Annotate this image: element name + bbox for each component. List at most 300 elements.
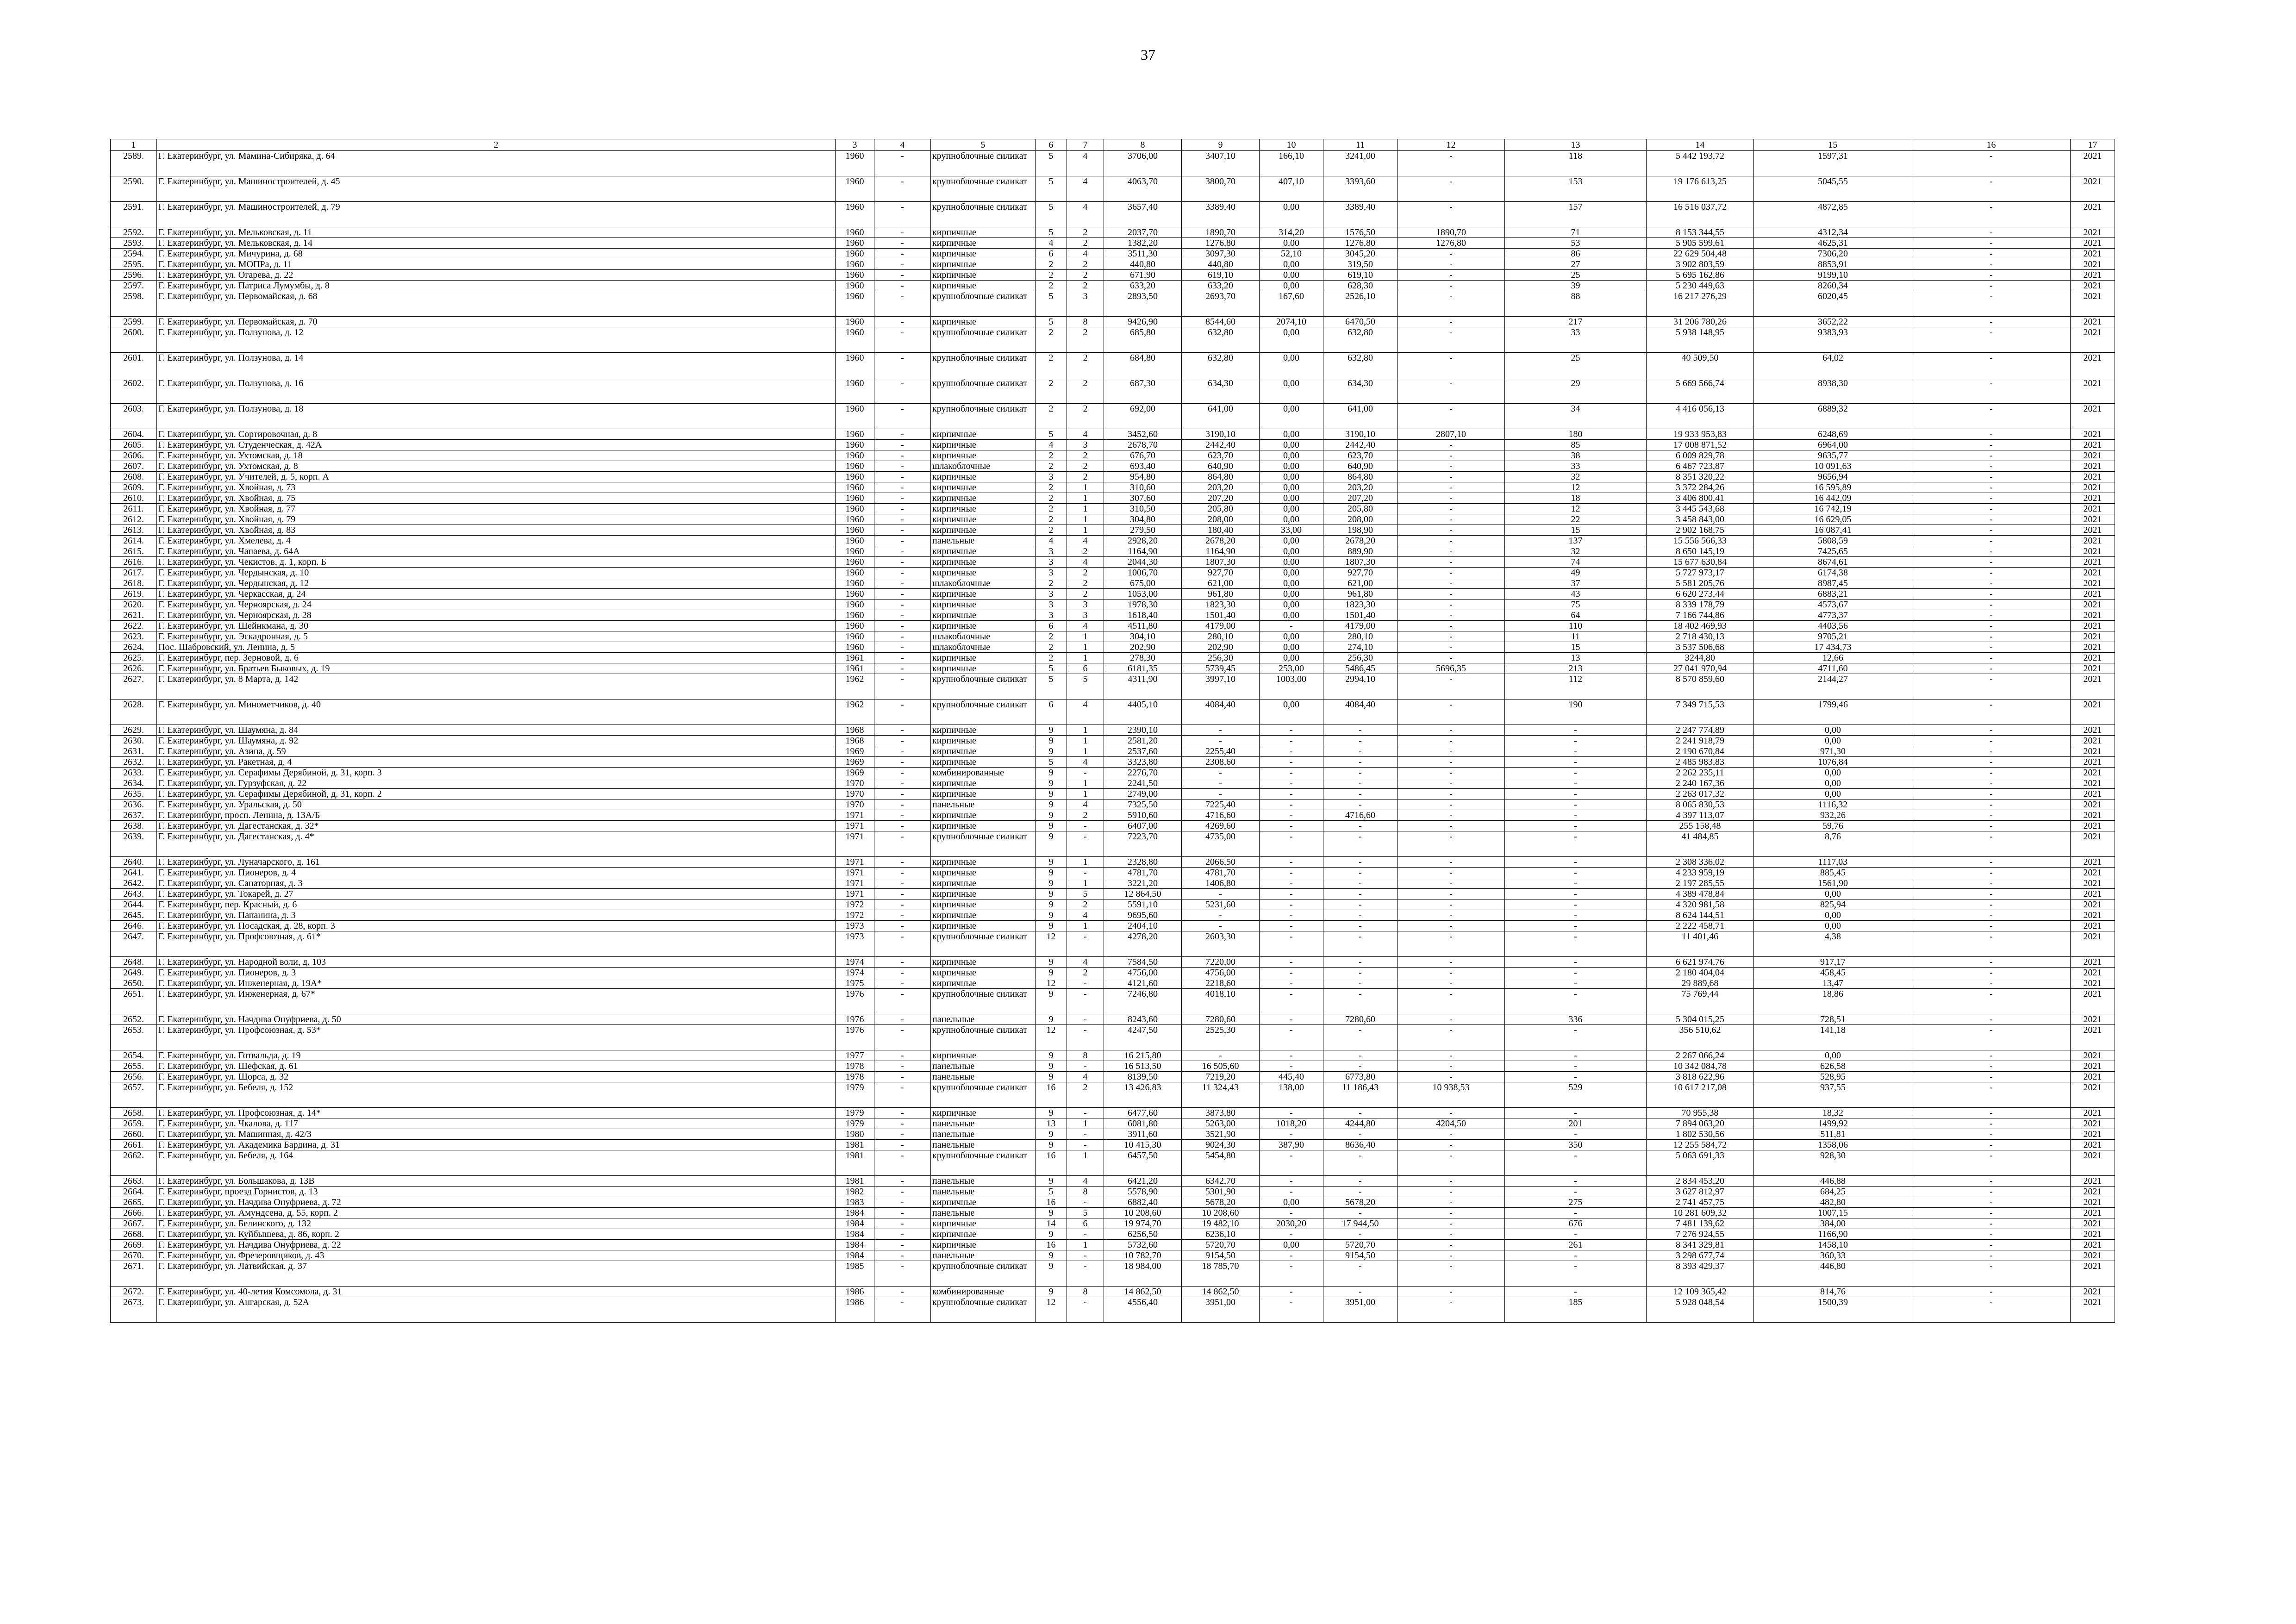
cell-col-4: -	[874, 899, 931, 910]
cell-row-number: 2602.	[111, 378, 157, 404]
cell-floors: 3	[1036, 557, 1067, 568]
cell-area-11: 927,70	[1323, 568, 1398, 578]
cell-total-area: 633,20	[1104, 281, 1182, 291]
table-row	[111, 736, 2115, 746]
cell-living-area: -	[1182, 736, 1260, 746]
cell-build-year: 1975	[836, 978, 874, 989]
cell-planned-year: 2021	[2071, 989, 2115, 1014]
cell-nonliving-area: 0,00	[1260, 493, 1323, 504]
cell-living-area: 3873,80	[1182, 1108, 1260, 1118]
cell-entrances: -	[1067, 1108, 1104, 1118]
cell-residents: -	[1505, 1072, 1647, 1082]
cell-col-4: -	[874, 757, 931, 768]
cell-cost-per-m2: 0,00	[1754, 921, 1912, 931]
cell-total-area: 687,30	[1104, 378, 1182, 404]
cell-nonliving-area: -	[1260, 889, 1323, 899]
cell-col-16: -	[1912, 1176, 2071, 1187]
cell-total-area: 5910,60	[1104, 810, 1182, 821]
cell-address: Г. Екатеринбург, ул. Санаторная, д. 3	[157, 878, 836, 889]
cell-floors: 9	[1036, 1050, 1067, 1061]
cell-build-year: 1979	[836, 1108, 874, 1118]
cell-address: Г. Екатеринбург, просп. Ленина, д. 13А/Б	[157, 810, 836, 821]
cell-planned-year: 2021	[2071, 1261, 2115, 1287]
cell-col-4: -	[874, 1297, 931, 1323]
cell-cost-total: 1 802 530,56	[1647, 1129, 1754, 1140]
cell-wall-material: шлакоблочные	[931, 578, 1036, 589]
cell-row-number: 2622.	[111, 621, 157, 631]
cell-address: Г. Екатеринбург, ул. Профсоюзная, д. 53*	[157, 1025, 836, 1050]
cell-area-11: -	[1323, 1025, 1398, 1050]
cell-residents: 185	[1505, 1297, 1647, 1323]
cell-residents: -	[1505, 1229, 1647, 1240]
cell-col-16: -	[1912, 514, 2071, 525]
cell-row-number: 2612.	[111, 514, 157, 525]
cell-entrances: -	[1067, 831, 1104, 857]
cell-address: Г. Екатеринбург, ул. Ракетная, д. 4	[157, 757, 836, 768]
cell-address: Г. Екатеринбург, ул. Дагестанская, д. 32*	[157, 821, 836, 831]
cell-col-4: -	[874, 642, 931, 653]
cell-row-number: 2673.	[111, 1297, 157, 1323]
cell-floors: 2	[1036, 631, 1067, 642]
cell-floors: 3	[1036, 600, 1067, 610]
cell-planned-year: 2021	[2071, 642, 2115, 653]
cell-entrances: -	[1067, 978, 1104, 989]
cell-residents: 74	[1505, 557, 1647, 568]
cell-entrances: 4	[1067, 202, 1104, 227]
cell-entrances: 2	[1067, 472, 1104, 482]
cell-living-area: 1276,80	[1182, 238, 1260, 249]
cell-address: Г. Екатеринбург, ул. Бебеля, д. 164	[157, 1150, 836, 1176]
cell-cost-per-m2: 4403,56	[1754, 621, 1912, 631]
table-row	[111, 642, 2115, 653]
cell-row-number: 2595.	[111, 259, 157, 270]
cell-area-12: -	[1398, 578, 1505, 589]
cell-wall-material: кирпичные	[931, 778, 1036, 789]
cell-entrances: 1	[1067, 1118, 1104, 1129]
cell-build-year: 1972	[836, 910, 874, 921]
cell-col-4: -	[874, 768, 931, 778]
cell-address: Г. Екатеринбург, ул. Мичурина, д. 68	[157, 249, 836, 259]
cell-wall-material: панельные	[931, 1208, 1036, 1218]
cell-row-number: 2592.	[111, 227, 157, 238]
cell-build-year: 1960	[836, 621, 874, 631]
cell-entrances: 1	[1067, 1240, 1104, 1250]
column-number-row	[111, 139, 2115, 151]
cell-planned-year: 2021	[2071, 1014, 2115, 1025]
cell-nonliving-area: -	[1260, 931, 1323, 957]
cell-cost-per-m2: 6883,21	[1754, 589, 1912, 600]
cell-living-area: -	[1182, 725, 1260, 736]
cell-row-number: 2641.	[111, 868, 157, 878]
cell-nonliving-area: 0,00	[1260, 504, 1323, 514]
cell-entrances: 2	[1067, 327, 1104, 353]
cell-cost-per-m2: 8987,45	[1754, 578, 1912, 589]
cell-col-16: -	[1912, 757, 2071, 768]
cell-cost-total: 5 442 193,72	[1647, 151, 1754, 176]
cell-cost-total: 22 629 504,48	[1647, 249, 1754, 259]
cell-total-area: 693,40	[1104, 461, 1182, 472]
cell-entrances: 1	[1067, 525, 1104, 536]
cell-area-12: 10 938,53	[1398, 1082, 1505, 1108]
cell-entrances: 4	[1067, 910, 1104, 921]
cell-col-4: -	[874, 1050, 931, 1061]
cell-area-11: 1276,80	[1323, 238, 1398, 249]
table-row	[111, 757, 2115, 768]
cell-floors: 2	[1036, 642, 1067, 653]
cell-address: Г. Екатеринбург, ул. Ангарская, д. 52А	[157, 1297, 836, 1323]
cell-planned-year: 2021	[2071, 514, 2115, 525]
cell-build-year: 1976	[836, 1014, 874, 1025]
cell-build-year: 1973	[836, 931, 874, 957]
cell-wall-material: кирпичные	[931, 1218, 1036, 1229]
cell-cost-total: 5 669 566,74	[1647, 378, 1754, 404]
cell-build-year: 1978	[836, 1072, 874, 1082]
cell-total-area: 304,10	[1104, 631, 1182, 642]
cell-area-12: 5696,35	[1398, 663, 1505, 674]
cell-area-12: -	[1398, 1176, 1505, 1187]
cell-nonliving-area: 0,00	[1260, 631, 1323, 642]
cell-area-12: -	[1398, 525, 1505, 536]
cell-nonliving-area: 1003,00	[1260, 674, 1323, 700]
cell-floors: 9	[1036, 736, 1067, 746]
cell-col-4: -	[874, 1187, 931, 1197]
cell-planned-year: 2021	[2071, 353, 2115, 378]
cell-living-area: 5678,20	[1182, 1197, 1260, 1208]
cell-entrances: 4	[1067, 176, 1104, 202]
table-row	[111, 878, 2115, 889]
cell-total-area: 304,80	[1104, 514, 1182, 525]
cell-total-area: 278,30	[1104, 653, 1182, 663]
cell-cost-per-m2: 446,88	[1754, 1176, 1912, 1187]
cell-address: Г. Екатеринбург, ул. Черноярская, д. 28	[157, 610, 836, 621]
cell-wall-material: крупноблочные силикат	[931, 327, 1036, 353]
cell-residents: 22	[1505, 514, 1647, 525]
table-row	[111, 700, 2115, 725]
cell-wall-material: кирпичные	[931, 1050, 1036, 1061]
cell-residents: -	[1505, 736, 1647, 746]
cell-build-year: 1971	[836, 821, 874, 831]
cell-planned-year: 2021	[2071, 857, 2115, 868]
cell-residents: 49	[1505, 568, 1647, 578]
cell-residents: 15	[1505, 642, 1647, 653]
cell-nonliving-area: 1018,20	[1260, 1118, 1323, 1129]
cell-row-number: 2621.	[111, 610, 157, 621]
cell-address: Г. Екатеринбург, ул. Чапаева, д. 64А	[157, 546, 836, 557]
cell-col-4: -	[874, 674, 931, 700]
cell-wall-material: комбинированные	[931, 1287, 1036, 1297]
cell-entrances: 2	[1067, 238, 1104, 249]
cell-total-area: 6407,00	[1104, 821, 1182, 831]
cell-entrances: 1	[1067, 514, 1104, 525]
cell-col-4: -	[874, 429, 931, 440]
cell-wall-material: кирпичные	[931, 663, 1036, 674]
cell-wall-material: кирпичные	[931, 259, 1036, 270]
cell-nonliving-area: -	[1260, 978, 1323, 989]
table-row	[111, 568, 2115, 578]
cell-area-12: -	[1398, 493, 1505, 504]
cell-build-year: 1960	[836, 270, 874, 281]
cell-living-area: 440,80	[1182, 259, 1260, 270]
cell-wall-material: кирпичные	[931, 921, 1036, 931]
cell-cost-per-m2: 0,00	[1754, 768, 1912, 778]
column-header-10: 10	[1260, 139, 1323, 151]
column-header-6: 6	[1036, 139, 1067, 151]
cell-col-4: -	[874, 1287, 931, 1297]
cell-nonliving-area: -	[1260, 910, 1323, 921]
cell-wall-material: кирпичные	[931, 270, 1036, 281]
cell-address: Г. Екатеринбург, ул. Ползунова, д. 18	[157, 404, 836, 429]
table-row	[111, 249, 2115, 259]
cell-cost-total: 255 158,48	[1647, 821, 1754, 831]
cell-row-number: 2609.	[111, 482, 157, 493]
cell-cost-per-m2: 1458,10	[1754, 1240, 1912, 1250]
cell-floors: 2	[1036, 259, 1067, 270]
cell-total-area: 3452,60	[1104, 429, 1182, 440]
cell-planned-year: 2021	[2071, 536, 2115, 546]
cell-cost-per-m2: 9383,93	[1754, 327, 1912, 353]
cell-residents: -	[1505, 800, 1647, 810]
cell-col-4: -	[874, 1061, 931, 1072]
cell-total-area: 16 215,80	[1104, 1050, 1182, 1061]
cell-col-4: -	[874, 378, 931, 404]
table-row	[111, 270, 2115, 281]
cell-entrances: 1	[1067, 1150, 1104, 1176]
cell-col-16: -	[1912, 589, 2071, 600]
cell-entrances: 5	[1067, 674, 1104, 700]
cell-col-4: -	[874, 1229, 931, 1240]
cell-col-4: -	[874, 810, 931, 821]
cell-living-area: 632,80	[1182, 327, 1260, 353]
cell-planned-year: 2021	[2071, 810, 2115, 821]
cell-residents: -	[1505, 1050, 1647, 1061]
cell-area-11: -	[1323, 989, 1398, 1014]
table-row	[111, 1014, 2115, 1025]
cell-cost-total: 5 304 015,25	[1647, 1014, 1754, 1025]
cell-entrances: 3	[1067, 600, 1104, 610]
cell-build-year: 1960	[836, 281, 874, 291]
cell-planned-year: 2021	[2071, 1218, 2115, 1229]
cell-total-area: 4781,70	[1104, 868, 1182, 878]
cell-address: Г. Екатеринбург, ул. Начдива Онуфриева, д. 72	[157, 1197, 836, 1208]
table-row	[111, 378, 2115, 404]
cell-entrances: -	[1067, 868, 1104, 878]
cell-total-area: 6081,80	[1104, 1118, 1182, 1129]
cell-cost-per-m2: 1358,06	[1754, 1140, 1912, 1150]
cell-row-number: 2598.	[111, 291, 157, 317]
cell-area-12: -	[1398, 249, 1505, 259]
cell-build-year: 1969	[836, 746, 874, 757]
cell-row-number: 2671.	[111, 1261, 157, 1287]
cell-address: Г. Екатеринбург, ул. Огарева, д. 22	[157, 270, 836, 281]
cell-wall-material: кирпичные	[931, 899, 1036, 910]
cell-col-4: -	[874, 931, 931, 957]
cell-cost-per-m2: 6174,38	[1754, 568, 1912, 578]
table-row	[111, 968, 2115, 978]
cell-residents: -	[1505, 1061, 1647, 1072]
cell-living-area: 2066,50	[1182, 857, 1260, 868]
cell-residents: 275	[1505, 1197, 1647, 1208]
cell-row-number: 2618.	[111, 578, 157, 589]
cell-entrances: 4	[1067, 621, 1104, 631]
cell-area-11: -	[1323, 978, 1398, 989]
cell-planned-year: 2021	[2071, 1025, 2115, 1050]
cell-col-4: -	[874, 536, 931, 546]
cell-cost-per-m2: 9635,77	[1754, 450, 1912, 461]
cell-entrances: 2	[1067, 578, 1104, 589]
cell-cost-total: 8 351 320,22	[1647, 472, 1754, 482]
cell-floors: 9	[1036, 889, 1067, 899]
cell-living-area: 203,20	[1182, 482, 1260, 493]
cell-area-11: 319,50	[1323, 259, 1398, 270]
cell-col-4: -	[874, 857, 931, 868]
cell-entrances: 6	[1067, 1218, 1104, 1229]
cell-area-12: -	[1398, 931, 1505, 957]
cell-col-4: -	[874, 1261, 931, 1287]
cell-wall-material: кирпичные	[931, 493, 1036, 504]
cell-area-11: 2994,10	[1323, 674, 1398, 700]
cell-nonliving-area: -	[1260, 957, 1323, 968]
cell-build-year: 1960	[836, 450, 874, 461]
cell-col-4: -	[874, 568, 931, 578]
cell-floors: 5	[1036, 176, 1067, 202]
cell-planned-year: 2021	[2071, 317, 2115, 327]
cell-cost-per-m2: 16 087,41	[1754, 525, 1912, 536]
cell-planned-year: 2021	[2071, 557, 2115, 568]
cell-planned-year: 2021	[2071, 778, 2115, 789]
cell-build-year: 1986	[836, 1287, 874, 1297]
cell-total-area: 1053,00	[1104, 589, 1182, 600]
cell-cost-per-m2: 384,00	[1754, 1218, 1912, 1229]
cell-col-16: -	[1912, 857, 2071, 868]
cell-row-number: 2669.	[111, 1240, 157, 1250]
cell-wall-material: кирпичные	[931, 317, 1036, 327]
cell-cost-total: 2 718 430,13	[1647, 631, 1754, 642]
cell-wall-material: крупноблочные силикат	[931, 1150, 1036, 1176]
cell-area-12: -	[1398, 868, 1505, 878]
cell-build-year: 1960	[836, 589, 874, 600]
cell-cost-total: 18 402 469,93	[1647, 621, 1754, 631]
cell-col-4: -	[874, 978, 931, 989]
cell-row-number: 2628.	[111, 700, 157, 725]
cell-living-area: 864,80	[1182, 472, 1260, 482]
cell-address: Г. Екатеринбург, ул. Минометчиков, д. 40	[157, 700, 836, 725]
cell-build-year: 1960	[836, 504, 874, 514]
table-row	[111, 857, 2115, 868]
cell-row-number: 2590.	[111, 176, 157, 202]
table-row	[111, 610, 2115, 621]
cell-planned-year: 2021	[2071, 1297, 2115, 1323]
cell-total-area: 1006,70	[1104, 568, 1182, 578]
cell-living-area: 2603,30	[1182, 931, 1260, 957]
cell-address: Г. Екатеринбург, ул. Токарей, д. 27	[157, 889, 836, 899]
table-row	[111, 353, 2115, 378]
cell-floors: 5	[1036, 663, 1067, 674]
cell-cost-total: 2 241 918,79	[1647, 736, 1754, 746]
cell-row-number: 2596.	[111, 270, 157, 281]
cell-col-4: -	[874, 1014, 931, 1025]
table-row	[111, 1082, 2115, 1108]
cell-cost-per-m2: 8260,34	[1754, 281, 1912, 291]
cell-area-11: -	[1323, 857, 1398, 868]
cell-area-11: -	[1323, 1108, 1398, 1118]
cell-col-16: -	[1912, 700, 2071, 725]
cell-entrances: 5	[1067, 1208, 1104, 1218]
cell-nonliving-area: 0,00	[1260, 270, 1323, 281]
cell-entrances: 1	[1067, 878, 1104, 889]
table-row	[111, 910, 2115, 921]
cell-living-area: 2693,70	[1182, 291, 1260, 317]
cell-build-year: 1960	[836, 151, 874, 176]
cell-entrances: 2	[1067, 353, 1104, 378]
cell-row-number: 2660.	[111, 1129, 157, 1140]
cell-nonliving-area: -	[1260, 1061, 1323, 1072]
cell-nonliving-area: 2074,10	[1260, 317, 1323, 327]
table-row	[111, 227, 2115, 238]
cell-living-area: -	[1182, 778, 1260, 789]
cell-area-12: -	[1398, 482, 1505, 493]
cell-row-number: 2654.	[111, 1050, 157, 1061]
cell-floors: 5	[1036, 674, 1067, 700]
cell-living-area: 961,80	[1182, 589, 1260, 600]
cell-floors: 12	[1036, 978, 1067, 989]
cell-wall-material: панельные	[931, 1014, 1036, 1025]
cell-col-16: -	[1912, 1250, 2071, 1261]
cell-residents: -	[1505, 878, 1647, 889]
cell-total-area: 2893,50	[1104, 291, 1182, 317]
cell-living-area: 2442,40	[1182, 440, 1260, 450]
cell-wall-material: кирпичные	[931, 450, 1036, 461]
cell-build-year: 1971	[836, 868, 874, 878]
cell-planned-year: 2021	[2071, 1140, 2115, 1150]
cell-wall-material: панельные	[931, 1140, 1036, 1150]
cell-floors: 9	[1036, 1261, 1067, 1287]
cell-col-4: -	[874, 404, 931, 429]
cell-row-number: 2640.	[111, 857, 157, 868]
cell-area-11: -	[1323, 921, 1398, 931]
cell-floors: 3	[1036, 610, 1067, 621]
cell-address: Г. Екатеринбург, ул. Пионеров, д. 4	[157, 868, 836, 878]
cell-col-16: -	[1912, 1240, 2071, 1250]
cell-nonliving-area: -	[1260, 1176, 1323, 1187]
cell-area-12: -	[1398, 1250, 1505, 1261]
cell-area-11: -	[1323, 768, 1398, 778]
cell-row-number: 2620.	[111, 600, 157, 610]
cell-floors: 9	[1036, 800, 1067, 810]
cell-area-12: 2807,10	[1398, 429, 1505, 440]
cell-total-area: 1382,20	[1104, 238, 1182, 249]
cell-area-11: 3389,40	[1323, 202, 1398, 227]
cell-residents: -	[1505, 746, 1647, 757]
cell-nonliving-area: 0,00	[1260, 404, 1323, 429]
cell-planned-year: 2021	[2071, 1118, 2115, 1129]
cell-cost-total: 5 905 599,61	[1647, 238, 1754, 249]
cell-total-area: 5591,10	[1104, 899, 1182, 910]
cell-entrances: 1	[1067, 482, 1104, 493]
cell-address: Г. Екатеринбург, ул. Сортировочная, д. 8	[157, 429, 836, 440]
cell-area-11: 7280,60	[1323, 1014, 1398, 1025]
cell-build-year: 1961	[836, 663, 874, 674]
cell-living-area: 14 862,50	[1182, 1287, 1260, 1297]
cell-entrances: -	[1067, 1129, 1104, 1140]
column-header-7: 7	[1067, 139, 1104, 151]
cell-cost-per-m2: 6964,00	[1754, 440, 1912, 450]
cell-living-area: 11 324,43	[1182, 1082, 1260, 1108]
cell-residents: -	[1505, 889, 1647, 899]
cell-row-number: 2632.	[111, 757, 157, 768]
cell-residents: 29	[1505, 378, 1647, 404]
cell-col-4: -	[874, 800, 931, 810]
cell-cost-per-m2: 0,00	[1754, 1050, 1912, 1061]
